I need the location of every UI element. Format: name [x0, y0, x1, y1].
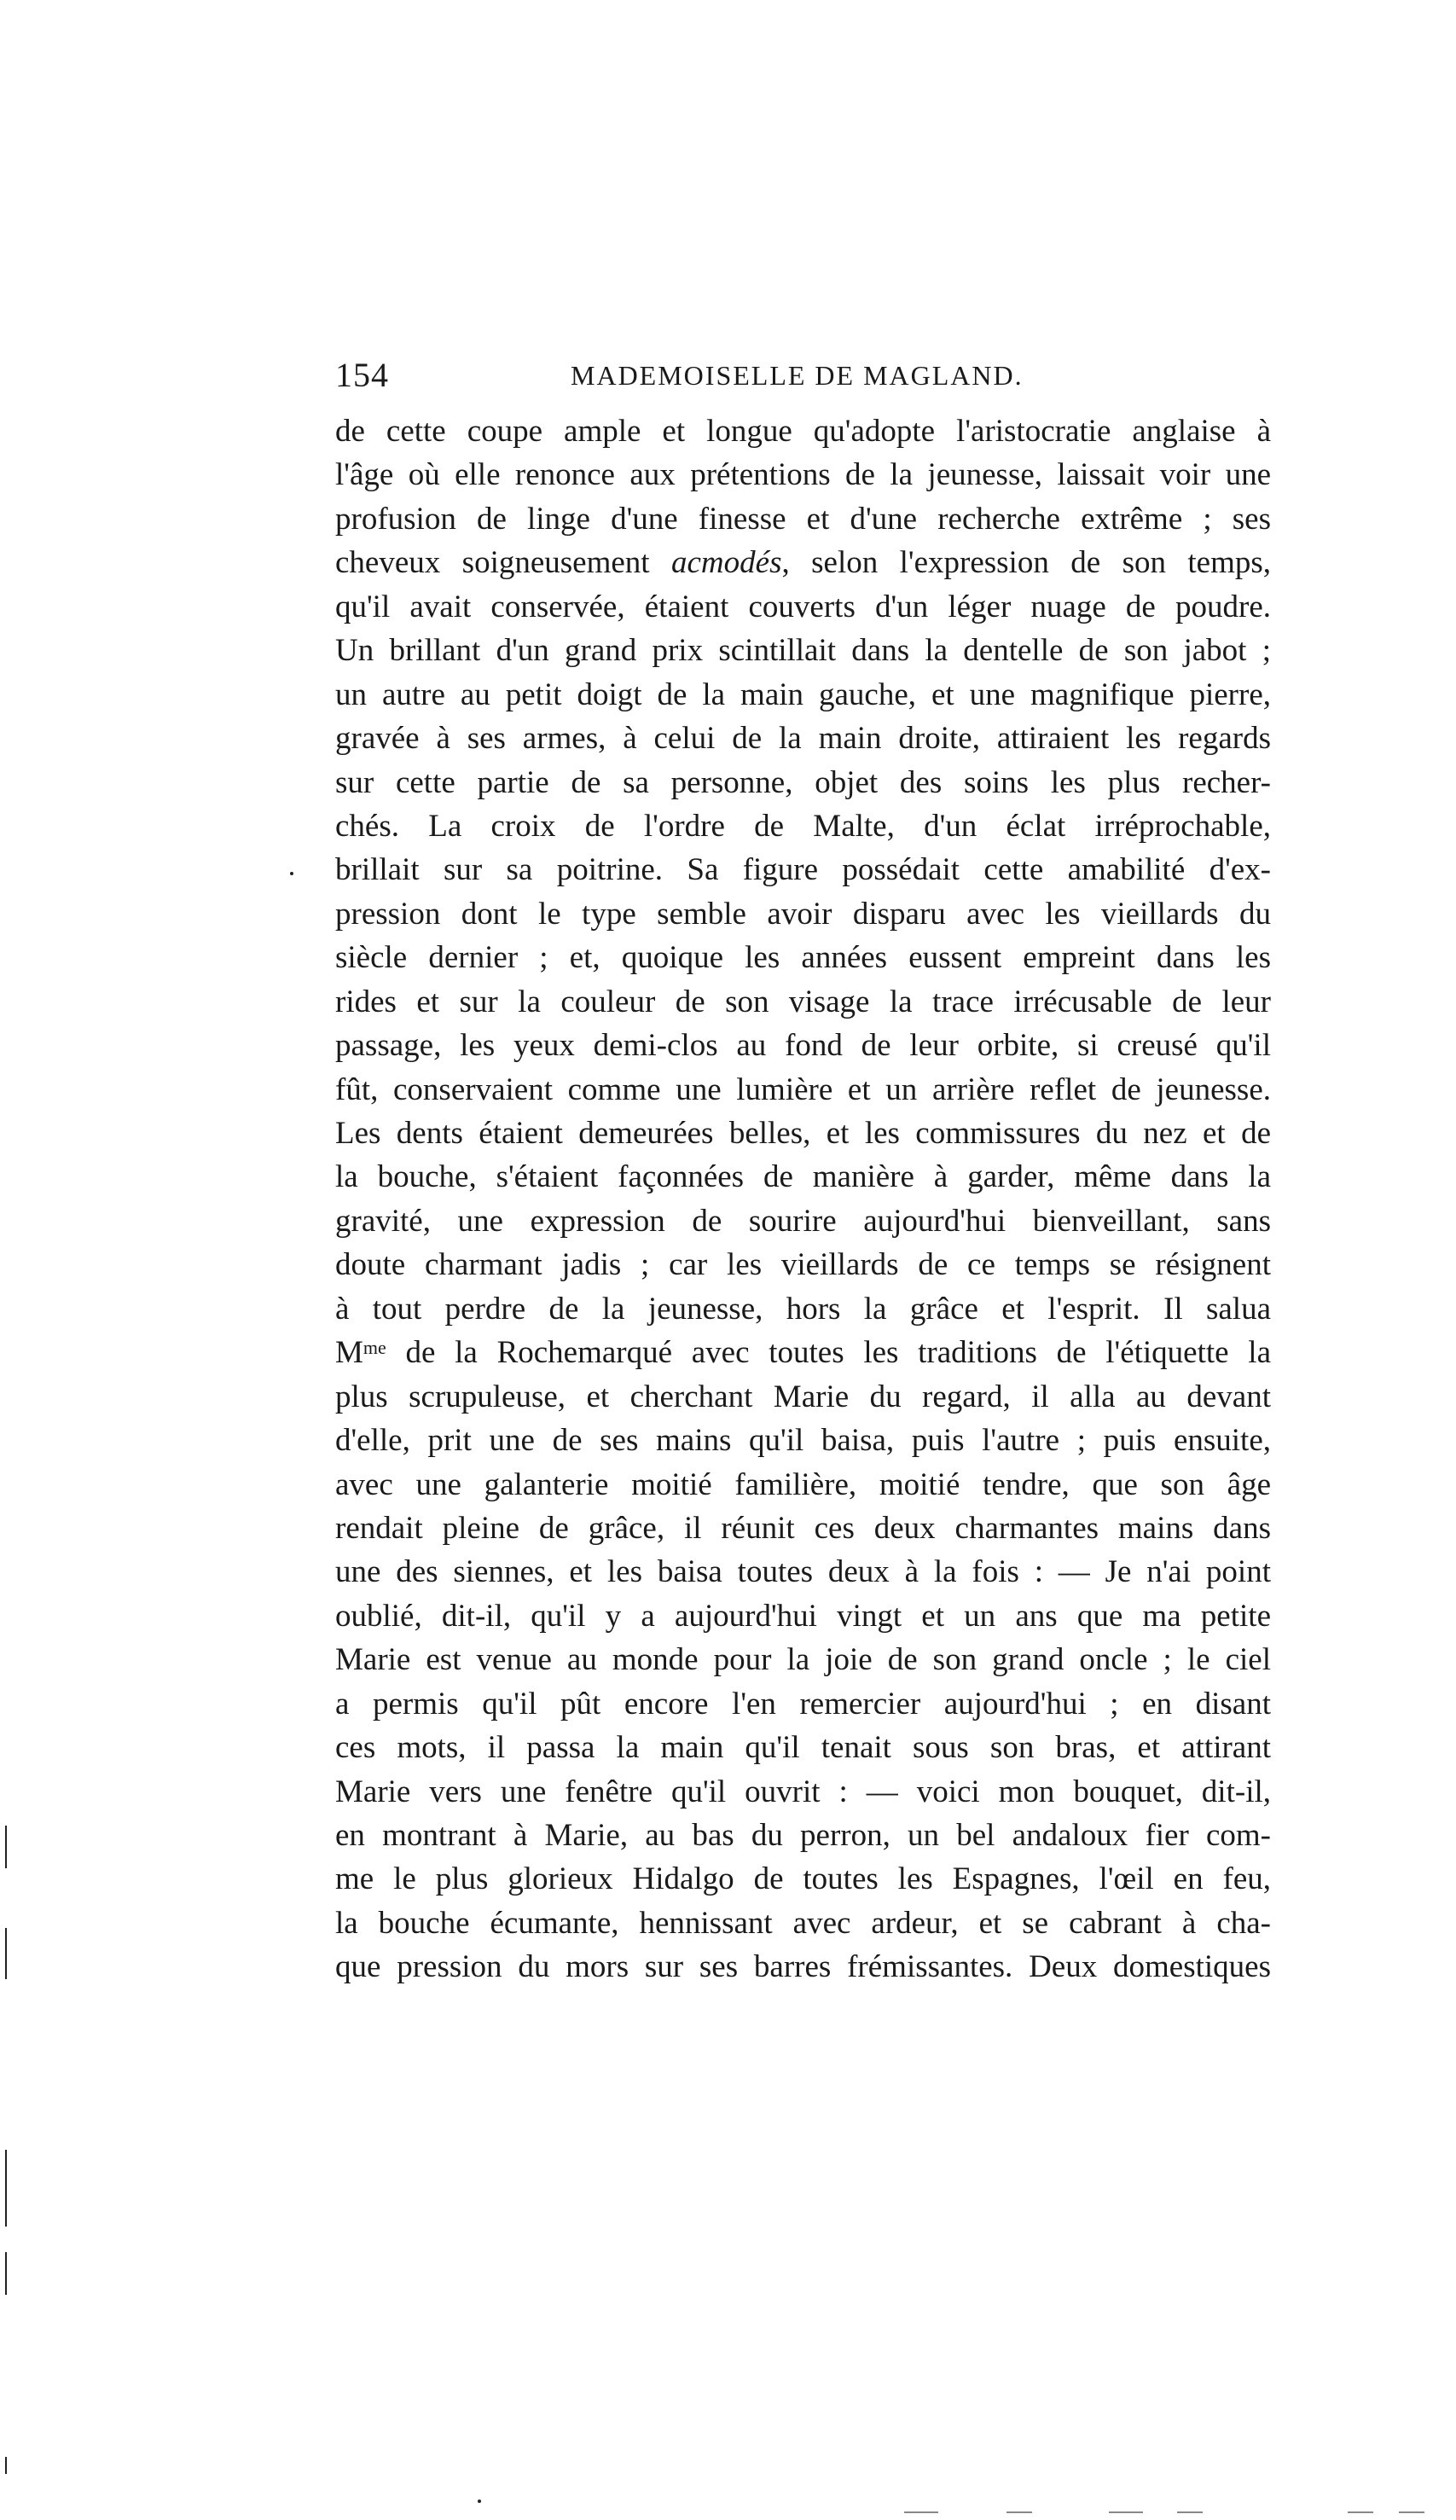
text-line: me le plus glorieux Hidalgo de toutes les Espagnes, l'œil en feu, [335, 1861, 1271, 1897]
scan-mark [478, 2500, 481, 2503]
text-line: chés. La croix de l'ordre de Malte, d'un éclat irréprochable, [335, 808, 1271, 844]
text-line: Marie vers une fenêtre qu'il ouvrit : — voici mon bouquet, dit-il, [335, 1774, 1271, 1809]
text-segment: cheveux soigneusement [335, 545, 671, 581]
scan-mark [1109, 2511, 1143, 2513]
text-line: sur cette partie de sa personne, objet des soins les plus recher- [335, 764, 1271, 800]
text-segment: , selon l'expression de son temps, [781, 545, 1272, 581]
text-line: qu'il avait conservée, étaient couverts d'un léger nuage de poudre. [335, 589, 1271, 624]
text-line: brillait sur sa poitrine. Sa figure possédait cette amabilité d'ex- [335, 852, 1271, 888]
scan-mark [5, 1826, 7, 1868]
text-line: gravée à ses armes, à celui de la main droite, attiraient les regards [335, 721, 1271, 757]
text-line: profusion de linge d'une finesse et d'une recherche extrême ; ses [335, 501, 1271, 537]
text-line [335, 1331, 1271, 1374]
text-line: en montrant à Marie, au bas du perron, un bel andaloux fier com- [335, 1818, 1271, 1853]
text-line: l'âge où elle renonce aux prétentions de la jeunesse, laissait voir une [335, 457, 1271, 493]
text-line: à tout perdre de la jeunesse, hors la grâce et l'esprit. Il salua [335, 1291, 1271, 1327]
text-line: de cette coupe ample et longue qu'adopte l'aristocratie anglaise à [335, 414, 1271, 449]
page-header [335, 355, 1273, 406]
italic-word: acmodés [671, 545, 782, 581]
superscript: me [363, 1337, 386, 1359]
text-line: une des siennes, et les baisa toutes deux à la fois : — Je n'ai point [335, 1554, 1271, 1590]
text-segment: M [335, 1335, 363, 1371]
text-segment: de la Rochemarqué avec toutes les traditions de l'étiquette la [386, 1335, 1271, 1371]
text-line: rendait pleine de grâce, il réunit ces deux charmantes mains dans [335, 1510, 1271, 1546]
text-line: la bouche, s'étaient façonnées de manière à garder, même dans la [335, 1159, 1271, 1195]
text-line: gravité, une expression de sourire aujourd'hui bienveillant, sans [335, 1203, 1271, 1239]
scan-mark [290, 872, 293, 875]
body-text [335, 409, 1271, 1989]
text-line: doute charmant jadis ; car les vieillards de ce temps se résignent [335, 1247, 1271, 1283]
text-line: Un brillant d'un grand prix scintillait dans la dentelle de son jabot ; [335, 633, 1271, 669]
scan-mark [5, 2457, 7, 2474]
scan-mark [904, 2511, 938, 2513]
text-line: oublié, dit-il, qu'il y a aujourd'hui vingt et un ans que ma petite [335, 1598, 1271, 1634]
text-line: avec une galanterie moitié familière, moitié tendre, que son âge [335, 1466, 1271, 1502]
scan-mark [5, 2150, 7, 2227]
text-line: la bouche écumante, hennissant avec ardeur, et se cabrant à cha- [335, 1905, 1271, 1941]
scan-mark [1348, 2511, 1373, 2513]
scan-mark [1399, 2511, 1424, 2513]
text-line [335, 541, 1271, 584]
text-line: pression dont le type semble avoir disparu avec les vieillards du [335, 896, 1271, 932]
text-line: passage, les yeux demi-clos au fond de leur orbite, si creusé qu'il [335, 1028, 1271, 1064]
running-title: MADEMOISELLE DE MAGLAND. [571, 360, 1024, 391]
scan-mark [1006, 2511, 1032, 2513]
text-line: ces mots, il passa la main qu'il tenait sous son bras, et attirant [335, 1730, 1271, 1766]
scan-mark [1177, 2511, 1203, 2513]
text-line: Marie est venue au monde pour la joie de son grand oncle ; le ciel [335, 1642, 1271, 1678]
text-line: un autre au petit doigt de la main gauche, et une magnifique pierre, [335, 676, 1271, 712]
scan-mark [5, 1928, 7, 1979]
text-line: Les dents étaient demeurées belles, et les commissures du nez et de [335, 1116, 1271, 1151]
text-line: que pression du mors sur ses barres frémissantes. Deux domestiques [335, 1949, 1271, 1985]
text-line: d'elle, prit une de ses mains qu'il baisa, puis l'autre ; puis ensuite, [335, 1423, 1271, 1459]
text-line: siècle dernier ; et, quoique les années eussent empreint dans les [335, 940, 1271, 976]
text-line: rides et sur la couleur de son visage la trace irrécusable de leur [335, 984, 1271, 1019]
page-number: 154 [335, 356, 389, 394]
text-line: fût, conservaient comme une lumière et un arrière reflet de jeunesse. [335, 1071, 1271, 1107]
text-line: a permis qu'il pût encore l'en remercier aujourd'hui ; en disant [335, 1686, 1271, 1722]
scan-mark [5, 2252, 7, 2295]
text-line: plus scrupuleuse, et cherchant Marie du regard, il alla au devant [335, 1379, 1271, 1414]
